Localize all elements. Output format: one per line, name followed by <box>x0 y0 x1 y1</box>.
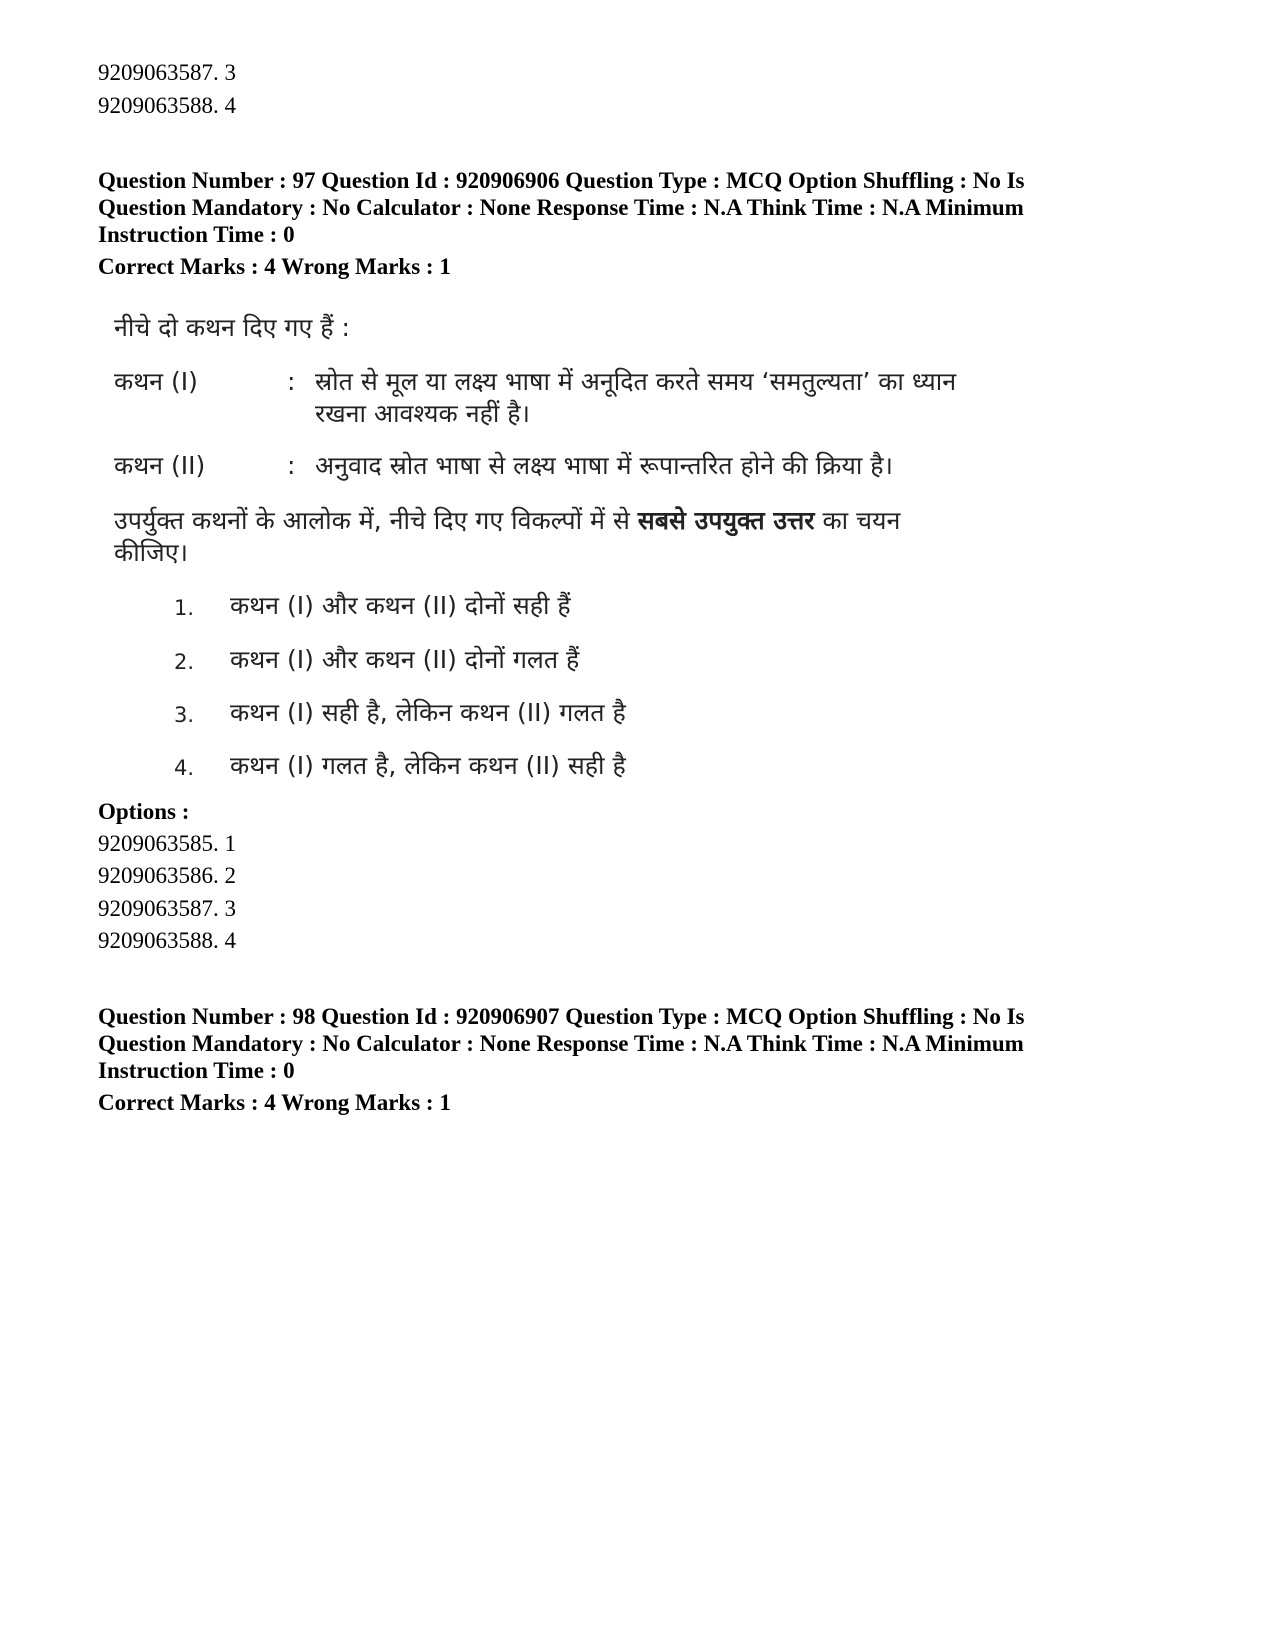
question-instruction <box>114 505 900 537</box>
statement-1-label: कथन (I) <box>114 367 198 396</box>
question-header-line: Question Number : 98 Question Id : 920906907 Question Type : MCQ Option Shuffling : No Is <box>98 1004 1025 1029</box>
option-line: 9209063587. 3 <box>98 896 236 921</box>
choice-text: कथन (I) गलत है, लेकिन कथन (II) सही है <box>230 751 626 780</box>
choice-text: कथन (I) और कथन (II) दोनों सही हैं <box>230 591 571 620</box>
question-marks: Correct Marks : 4 Wrong Marks : 1 <box>98 1090 451 1115</box>
statement-2-text: अनुवाद स्रोत भाषा से लक्ष्य भाषा में रूपान्तरित होने की क्रिया है। <box>315 451 893 480</box>
option-line: 9209063588. 4 <box>98 93 236 118</box>
option-line: 9209063588. 4 <box>98 928 236 953</box>
question-header-line: Instruction Time : 0 <box>98 222 295 247</box>
instruction-emphasis: सबसे उपयुक्त उत्तर <box>637 506 815 535</box>
option-line: 9209063586. 2 <box>98 863 236 888</box>
statement-1-colon: : <box>287 367 296 396</box>
option-line: 9209063585. 1 <box>98 831 236 856</box>
question-intro: नीचे दो कथन दिए गए हैं : <box>114 313 350 342</box>
question-instruction-cont: कीजिए। <box>114 538 189 567</box>
statement-1-text: स्रोत से मूल या लक्ष्य भाषा में अनूदित करते समय ‘समतुल्यता’ का ध्यान <box>315 367 957 396</box>
choice-number: 3. <box>174 703 195 727</box>
statement-2-colon: : <box>287 451 296 480</box>
statement-2-label: कथन (II) <box>114 451 206 480</box>
choice-number: 1. <box>174 596 195 620</box>
options-label: Options : <box>98 799 190 824</box>
question-header-line: Question Mandatory : No Calculator : None Response Time : N.A Think Time : N.A Minimum <box>98 195 1024 220</box>
question-header-line: Instruction Time : 0 <box>98 1058 295 1083</box>
instruction-text-end: का चयन <box>814 506 901 535</box>
question-header-line: Question Mandatory : No Calculator : None Response Time : N.A Think Time : N.A Minimum <box>98 1031 1024 1056</box>
choice-number: 4. <box>174 756 195 780</box>
statement-1-text-cont: रखना आवश्यक नहीं है। <box>315 399 531 428</box>
choice-number: 2. <box>174 650 195 674</box>
instruction-text: उपर्युक्त कथनों के आलोक में, नीचे दिए गए विकल्पों में से <box>114 506 638 535</box>
choice-text: कथन (I) और कथन (II) दोनों गलत हैं <box>230 645 580 674</box>
choice-text: कथन (I) सही है, लेकिन कथन (II) गलत है <box>230 698 626 727</box>
option-line: 9209063587. 3 <box>98 60 236 85</box>
question-header-line: Question Number : 97 Question Id : 920906906 Question Type : MCQ Option Shuffling : No Is <box>98 168 1025 193</box>
question-marks: Correct Marks : 4 Wrong Marks : 1 <box>98 254 451 279</box>
